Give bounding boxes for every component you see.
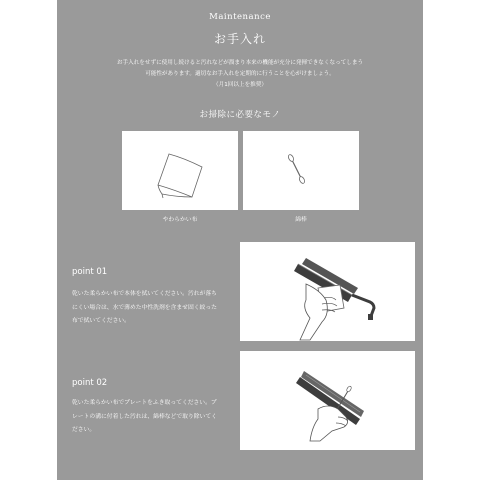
wiping-body-illustration: [240, 242, 415, 341]
point-line: 乾いた柔らかい布で本体を拭いてください。汚れが落ち: [72, 291, 217, 297]
intro-line: お手入れをせずに使用し続けると汚れなどが溜まり本来の機能が充分に発揮できなくなってしまう: [116, 60, 364, 66]
point-description: [72, 397, 232, 438]
point-01-image: [240, 242, 415, 341]
point-description: [72, 288, 232, 329]
cleaning-plate-illustration: [240, 351, 415, 450]
intro-line: 可能性があります。適切なお手入れを定期的に行うことを心がけましょう。: [145, 71, 335, 77]
intro-text: [57, 58, 423, 91]
item-label-cotton-swab: 綿棒: [295, 217, 307, 223]
cotton-swab-icon: [243, 131, 359, 210]
section-kicker: Maintenance: [209, 12, 271, 22]
soft-cloth-card: [122, 131, 238, 210]
point-line: にくい場合は、水で薄めた中性洗剤を含ませ固く絞った: [72, 304, 217, 311]
intro-line: （月1回以上を推奨）: [213, 82, 267, 88]
point-line: 乾いた柔らかい布でプレートをふき取ってください。プ: [72, 400, 217, 406]
point-title: point 01: [72, 267, 108, 277]
point-line: レートの溝に付着した汚れは、綿棒などで取り除いてく: [72, 413, 217, 420]
items-heading: お掃除に必要なモノ: [199, 110, 281, 120]
point-title: point 02: [72, 378, 108, 388]
point-line: 布で拭いてください。: [72, 318, 130, 324]
soft-cloth-icon: [122, 131, 238, 210]
item-label-soft-cloth: やわらかい布: [162, 217, 198, 223]
page-title: お手入れ: [213, 32, 266, 46]
cotton-swab-card: [243, 131, 359, 210]
point-02-image: [240, 351, 415, 450]
maintenance-section: [57, 0, 423, 480]
point-line: ださい。: [72, 427, 96, 433]
